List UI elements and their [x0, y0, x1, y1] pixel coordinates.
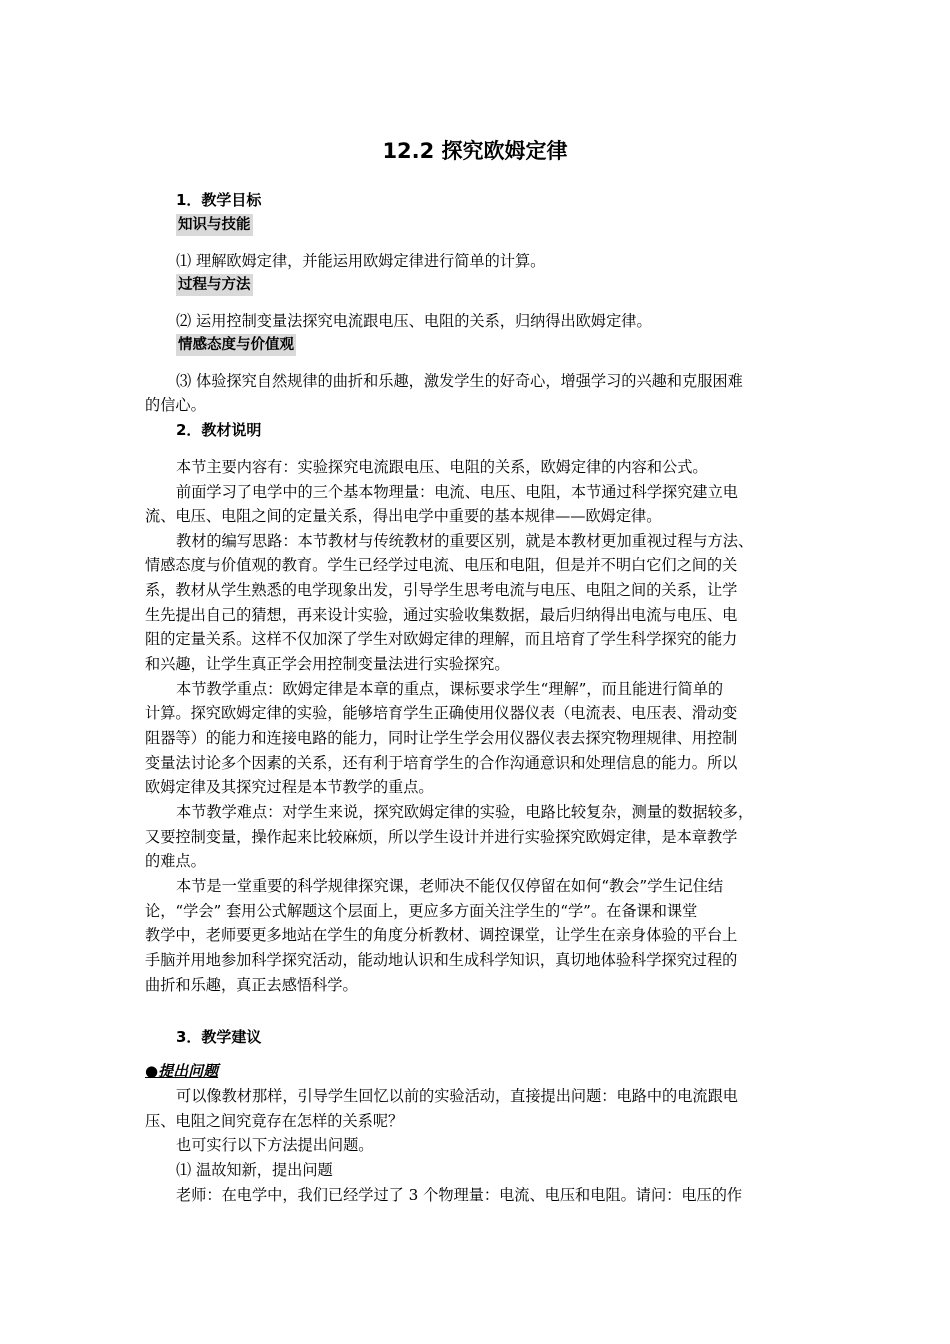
material-line: 生先提出自己的猜想，再来设计实验，通过实验收集数据，最后归纳得出电流与电压、电	[145, 606, 738, 624]
goal-item-1: ⑴ 理解欧姆定律，并能运用欧姆定律进行简单的计算。	[176, 252, 546, 270]
material-line: 本节是一堂重要的科学规律探究课，老师决不能仅仅停留在如何“教会”学生记住结	[176, 877, 724, 895]
subheading-attitude: 情感态度与价值观	[176, 334, 296, 356]
material-line: 的难点。	[145, 852, 206, 870]
suggestion-line: ⑴ 温故知新，提出问题	[176, 1161, 333, 1179]
material-line: 变量法讨论多个因素的关系，还有利于培育学生的合作沟通意识和处理信息的能力。所以	[145, 754, 738, 772]
section-heading-suggestions: 3．教学建议	[176, 1028, 262, 1046]
material-line: 前面学习了电学中的三个基本物理量：电流、电压、电阻，本节通过科学探究建立电	[176, 483, 738, 501]
section-heading-material: 2．教材说明	[176, 421, 262, 439]
material-line: 阻器等）的能力和连接电路的能力，同时让学生学会用仪器仪表去探究物理规律、用控制	[145, 729, 738, 747]
suggestion-line: 也可实行以下方法提出问题。	[176, 1136, 374, 1154]
section-heading-goals: 1．教学目标	[176, 191, 262, 209]
goal-item-3-line2: 的信心。	[145, 396, 206, 414]
material-line: 阻的定量关系。这样不仅加深了学生对欧姆定律的理解，而且培育了学生科学探究的能力	[145, 630, 738, 648]
page-title: 12.2 探究欧姆定律	[382, 139, 568, 163]
material-line: 曲折和乐趣，真正去感悟科学。	[145, 976, 358, 994]
suggestion-line: 压、电阻之间究竟存在怎样的关系呢？	[145, 1112, 404, 1130]
material-line: 本节主要内容有：实验探究电流跟电压、电阻的关系，欧姆定律的内容和公式。	[176, 458, 708, 476]
goal-item-2: ⑵ 运用控制变量法探究电流跟电压、电阻的关系，归纳得出欧姆定律。	[176, 312, 652, 330]
material-line: 欧姆定律及其探究过程是本节教学的重点。	[145, 778, 434, 796]
subheading-process: 过程与方法	[176, 274, 253, 296]
subheading-knowledge: 知识与技能	[176, 214, 253, 236]
material-line: 流、电压、电阻之间的定量关系，得出电学中重要的基本规律——欧姆定律。	[145, 507, 662, 525]
material-line: 情感态度与价值观的教育。学生已经学过电流、电压和电阻，但是并不明白它们之间的关	[145, 556, 738, 574]
material-line: 本节教学难点：对学生来说，探究欧姆定律的实验，电路比较复杂，测量的数据较多，	[176, 803, 754, 821]
suggestion-line: 可以像教材那样，引导学生回忆以前的实验活动，直接提出问题：电路中的电流跟电	[176, 1087, 738, 1105]
material-line: 本节教学重点：欧姆定律是本章的重点，课标要求学生“理解”，而且能进行简单的	[176, 680, 724, 698]
material-line: 教学中，老师要更多地站在学生的角度分析教材、调控课堂，让学生在亲身体验的平台上	[145, 926, 738, 944]
suggestion-line: 老师：在电学中，我们已经学过了 3 个物理量：电流、电压和电阻。请问：电压的作	[176, 1186, 743, 1204]
material-line: 和兴趣，让学生真正学会用控制变量法进行实验探究。	[145, 655, 510, 673]
material-line: 教材的编写思路：本节教材与传统教材的重要区别，就是本教材更加重视过程与方法、	[176, 532, 754, 550]
bullet-heading-ask-question: ●提出问题	[145, 1062, 219, 1080]
goal-item-3-line1: ⑶ 体验探究自然规律的曲折和乐趣，激发学生的好奇心，增强学习的兴趣和克服困难	[176, 372, 743, 390]
material-line: 手脑并用地参加科学探究活动，能动地认识和生成科学知识，真切地体验科学探究过程的	[145, 951, 738, 969]
material-line: 论，“学会” 套用公式解题这个层面上，更应多方面关注学生的“学”。在备课和课堂	[145, 902, 698, 920]
material-line: 系，教材从学生熟悉的电学现象出发，引导学生思考电流与电压、电阻之间的关系，让学	[145, 581, 738, 599]
material-line: 又要控制变量，操作起来比较麻烦，所以学生设计并进行实验探究欧姆定律，是本章教学	[145, 828, 738, 846]
material-line: 计算。探究欧姆定律的实验，能够培育学生正确使用仪器仪表（电流表、电压表、滑动变	[145, 704, 738, 722]
